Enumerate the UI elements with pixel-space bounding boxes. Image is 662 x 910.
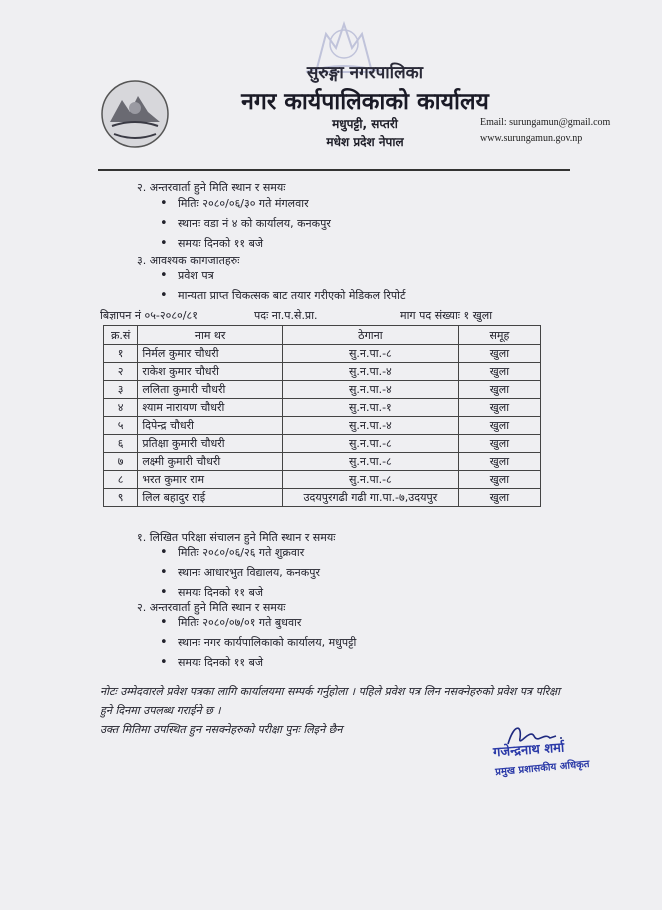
cell-group: खुला (458, 417, 540, 435)
table-row (104, 489, 541, 507)
written-exam-heading: १. लिखित परिक्षा संचालन हुने मिति स्थान र समयः (137, 531, 336, 544)
cell-name: श्याम नारायण चौधरी (138, 399, 283, 417)
list-item: • समयः दिनको ११ बजे (160, 234, 331, 254)
table-row (104, 471, 541, 489)
note-line3: उक्त मितिमा उपस्थित हुन नसक्नेहरुको परीक्षा पुनः लिइने छैन (100, 723, 343, 736)
cell-group: खुला (458, 345, 540, 363)
table-row (104, 381, 541, 399)
column-header-address: ठेगाना (282, 326, 458, 345)
signatory-name: गजेन्द्रनाथ शर्मा (492, 740, 565, 761)
table-row (104, 399, 541, 417)
candidates-table (103, 325, 541, 507)
list-item: • मान्यता प्राप्त चिकत्सक बाट तयार गरीएको मेडिकल रिपोर्ट (160, 286, 406, 306)
list-item: • स्थानः नगर कार्यपालिकाको कार्यालय, मधुपट्टी (160, 633, 356, 653)
table-row (104, 345, 541, 363)
note-line2: हुने दिनमा उपलब्ध गराईने छ । (100, 704, 221, 717)
cell-group: खुला (458, 471, 540, 489)
office-name: नगर कार्यपालिकाको कार्यालय (241, 89, 489, 115)
cell-serial: ४ (104, 399, 138, 417)
municipality-name: सुरुङ्गा नगरपालिका (306, 63, 424, 83)
table-header-row (104, 326, 541, 345)
cell-name: राकेश कुमार चौधरी (138, 363, 283, 381)
cell-name: प्रतिक्षा कुमारी चौधरी (138, 435, 283, 453)
cell-name: निर्मल कुमार चौधरी (138, 345, 283, 363)
list-item: • स्थानः आधारभुत विद्यालय, कनकपुर (160, 563, 320, 583)
cell-serial: ८ (104, 471, 138, 489)
column-header-group: समूह (458, 326, 540, 345)
cell-name: ललिता कुमारी चौधरी (138, 381, 283, 399)
cell-address: सु.न.पा.-४ (282, 363, 458, 381)
cell-address: उदयपुरगढी गढी गा.पा.-७,उदयपुर (282, 489, 458, 507)
column-header-name: नाम थर (138, 326, 283, 345)
cell-group: खुला (458, 435, 540, 453)
list-item: • समयः दिनको ११ बजे (160, 583, 320, 603)
column-header-serial: क्र.सं (104, 326, 138, 345)
cell-serial: ७ (104, 453, 138, 471)
website-text: www.surungamun.gov.np (480, 133, 583, 144)
office-address-line2: मधेश प्रदेश नेपाल (326, 135, 404, 149)
list-item: • मितिः २०८०/०७/०१ गते बुधवार (160, 613, 356, 633)
table-row (104, 363, 541, 381)
interview-list-top (160, 194, 331, 254)
signatory-title: प्रमुख प्रशासकीय अधिकृत (494, 758, 590, 779)
cell-address: सु.न.पा.-४ (282, 381, 458, 399)
interview-heading-top: २. अन्तरवार्ता हुने मिति स्थान र समयः (137, 181, 286, 194)
list-item: • समयः दिनको ११ बजे (160, 653, 356, 673)
interview-heading-bottom: २. अन्तरवार्ता हुने मिति स्थान र समयः (137, 601, 286, 614)
documents-heading: ३. आवश्यक कागजातहरुः (137, 254, 240, 267)
cell-serial: १ (104, 345, 138, 363)
written-exam-list (160, 543, 320, 603)
list-item: • मितिः २०८०/०६/३० गते मंगलवार (160, 194, 331, 214)
contact-block (480, 115, 610, 147)
table-row (104, 453, 541, 471)
vacancy-count: माग पद संख्याः १ खुला (400, 309, 493, 322)
cell-address: सु.न.पा.-८ (282, 345, 458, 363)
office-address-line1: मधुपट्टी, सप्तरी (332, 117, 398, 131)
header-divider (98, 169, 570, 171)
cell-serial: २ (104, 363, 138, 381)
cell-address: सु.न.पा.-१ (282, 399, 458, 417)
cell-address: सु.न.पा.-८ (282, 453, 458, 471)
cell-group: खुला (458, 399, 540, 417)
cell-name: लक्ष्मी कुमारी चौधरी (138, 453, 283, 471)
interview-list-bottom (160, 613, 356, 673)
cell-group: खुला (458, 489, 540, 507)
cell-address: सु.न.पा.-८ (282, 471, 458, 489)
cell-serial: ९ (104, 489, 138, 507)
post-name: पदः ना.प.से.प्रा. (254, 309, 318, 322)
cell-address: सु.न.पा.-४ (282, 417, 458, 435)
cell-name: भरत कुमार राम (138, 471, 283, 489)
cell-address: सु.न.पा.-८ (282, 435, 458, 453)
cell-group: खुला (458, 381, 540, 399)
documents-list (160, 266, 406, 306)
cell-name: दिपेन्द्र चौधरी (138, 417, 283, 435)
notice-number: बिज्ञापन नं ०५-२०८०/८१ (100, 309, 198, 322)
cell-serial: ३ (104, 381, 138, 399)
cell-group: खुला (458, 453, 540, 471)
table-row (104, 435, 541, 453)
list-item: • स्थानः वडा नं ४ को कार्यालय, कनकपुर (160, 214, 331, 234)
note-line1: नोटः उम्मेदवारले प्रवेश पत्रका लागि कार्यालयमा सम्पर्क गर्नुहोला । पहिले प्रवेश पत्र लिन नसक्नेहरुको प्रवेश पत्र परिक्षा (100, 685, 560, 698)
cell-name: लिल बहादुर राई (138, 489, 283, 507)
table-row (104, 417, 541, 435)
cell-serial: ६ (104, 435, 138, 453)
cell-group: खुला (458, 363, 540, 381)
email-text: Email: surungamun@gmail.com (480, 117, 611, 128)
list-item: • प्रवेश पत्र (160, 266, 406, 286)
nepal-emblem-icon (98, 78, 172, 150)
cell-serial: ५ (104, 417, 138, 435)
list-item: • मितिः २०८०/०६/२६ गते शुक्रवार (160, 543, 320, 563)
